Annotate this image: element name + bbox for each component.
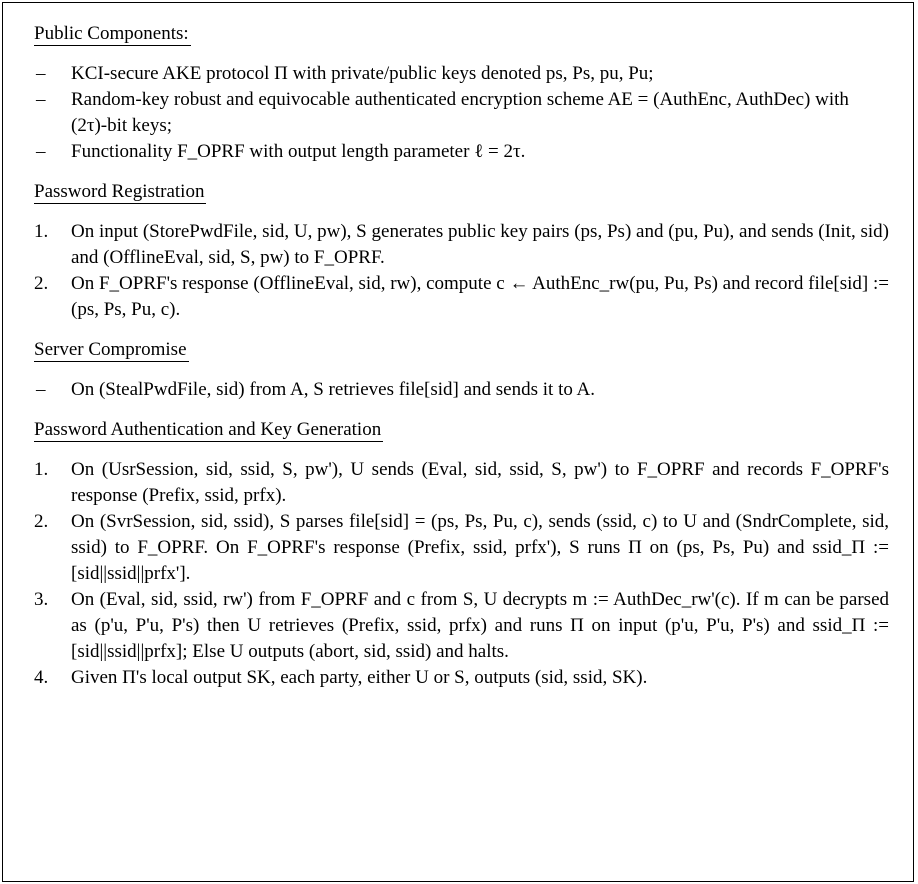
list-item: – KCI-secure AKE protocol Π with private/public keys denoted ps, Ps, pu, Pu; — [34, 61, 889, 87]
list-item: 4. Given Π's local output SK, each party, either U or S, outputs (sid, ssid, SK). — [34, 667, 648, 688]
section-heading: Password Authentication and Key Generation — [34, 419, 382, 440]
section-password-authentication — [34, 417, 889, 691]
list-item-text: On (Eval, sid, ssid, rw') from F_OPRF and c from S, U decrypts m := AuthDec_rw'(c). If m can be parsed as (p'u, P'u, P's) then U retrieves (Prefix, ssid, prfx) and runs Π on input (p'u, P'u, P's) and ssid_Π := [sid||ssid||prfx]; Else U outputs (abort, sid, ssid) and halts. — [71, 589, 889, 662]
list-item: – On (StealPwdFile, sid) from A, S retrieves file[sid] and sends it to A. — [34, 377, 889, 403]
list-item: 2. On F_OPRF's response (OfflineEval, sid, rw), compute c ← AuthEnc_rw(pu, Pu, Ps) and record file[sid] := (ps, Ps, Pu, c). — [34, 273, 890, 320]
list-item: 3. On (Eval, sid, ssid, rw') from F_OPRF and c from S, U decrypts m := AuthDec_rw'(c). If m can be parsed as (p'u, P'u, P's) then U retrieves (Prefix, ssid, prfx) and runs Π on input (p'u, P'u, P's) and ssid_Π := [sid||ssid||prfx]; Else U outputs (abort, sid, ssid) and halts. — [34, 589, 889, 662]
section-password-registration — [34, 179, 889, 323]
protocol-content — [34, 21, 889, 705]
item-list — [34, 61, 889, 165]
section-server-compromise — [34, 337, 889, 403]
protocol-figure-frame — [2, 2, 914, 882]
item-list — [34, 219, 889, 323]
list-item: 1. On (UsrSession, sid, ssid, S, pw'), U sends (Eval, sid, ssid, S, pw') to F_OPRF and records F_OPRF's response (Prefix, ssid, prfx). — [34, 459, 889, 506]
section-heading: Password Registration — [34, 181, 205, 202]
list-item: 2. On (SvrSession, sid, ssid), S parses file[sid] = (ps, Ps, Pu, c), sends (ssid, c) to U and (SndrComplete, sid, ssid) to F_OPRF. On F_OPRF's response (Prefix, ssid, prfx'), S runs Π on (ps, Ps, Pu) and ssid_Π := [sid||ssid||prfx']. — [34, 511, 889, 584]
list-item-text: On (SvrSession, sid, ssid), S parses file[sid] = (ps, Ps, Pu, c), sends (ssid, c) to U and (SndrComplete, sid, ssid) to F_OPRF. On F_OPRF's response (Prefix, ssid, prfx'), S runs Π on (ps, Ps, Pu) and ssid_Π := [sid||ssid||prfx']. — [71, 511, 889, 584]
section-heading: Public Components: — [34, 23, 189, 44]
item-list — [34, 457, 889, 691]
list-item-text: On F_OPRF's response (OfflineEval, sid, rw), compute c ← AuthEnc_rw(pu, Pu, Ps) and record file[sid] := (ps, Ps, Pu, c). — [71, 273, 890, 320]
section-public-components — [34, 21, 889, 165]
list-item-text: Given Π's local output SK, each party, either U or S, outputs (sid, ssid, SK). — [71, 667, 648, 688]
list-item: – Functionality F_OPRF with output length parameter ℓ = 2τ. — [34, 139, 889, 165]
list-item: 1. On input (StorePwdFile, sid, U, pw), S generates public key pairs (ps, Ps) and (pu, Pu), and sends (Init, sid) and (OfflineEval, sid, S, pw) to F_OPRF. — [34, 221, 889, 268]
list-item-text: On input (StorePwdFile, sid, U, pw), S generates public key pairs (ps, Ps) and (pu, Pu), and sends (Init, sid) and (OfflineEval, sid, S, pw) to F_OPRF. — [71, 221, 889, 268]
list-item: – Random-key robust and equivocable authenticated encryption scheme AE = (AuthEnc, AuthDec) with (2τ)-bit keys; — [34, 87, 889, 139]
list-item-text: On (UsrSession, sid, ssid, S, pw'), U sends (Eval, sid, ssid, S, pw') to F_OPRF and records F_OPRF's response (Prefix, ssid, prfx). — [71, 459, 889, 506]
item-list — [34, 377, 889, 403]
section-heading: Server Compromise — [34, 339, 187, 360]
